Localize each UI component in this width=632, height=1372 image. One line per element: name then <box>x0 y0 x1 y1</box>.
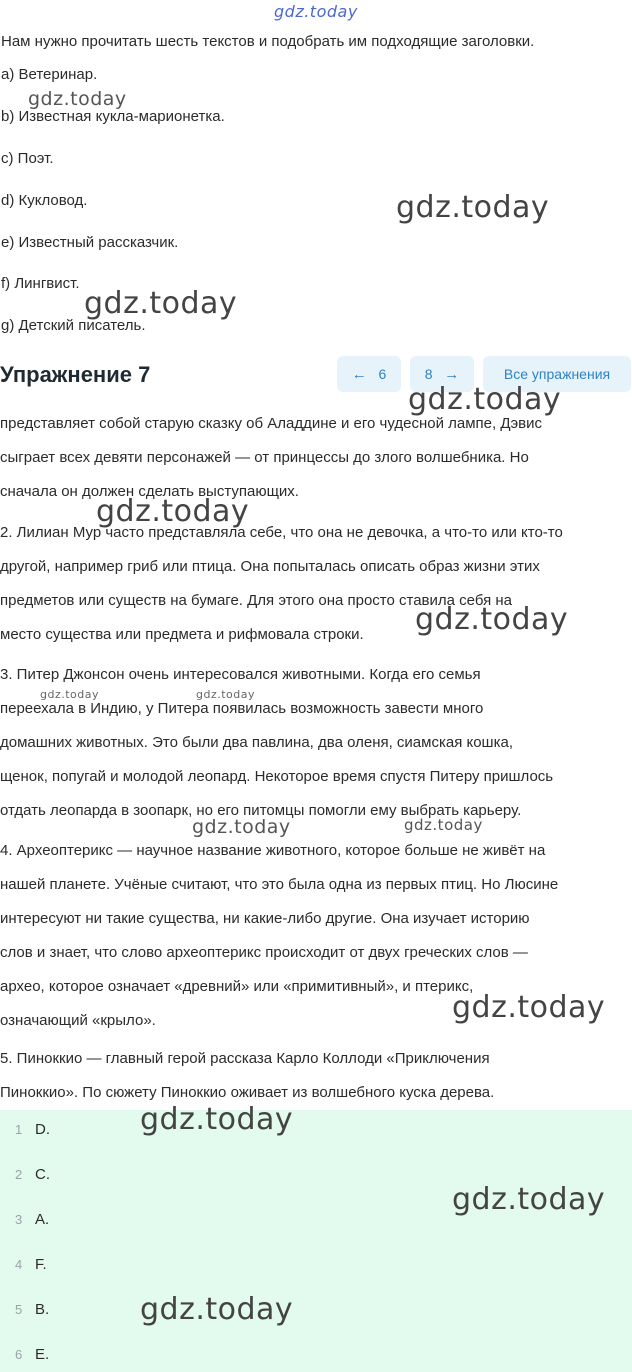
watermark: gdz.today <box>404 816 483 834</box>
paragraph-line: щенок, попугай и молодой леопард. Некоторое время спустя Питеру пришлось <box>0 768 554 785</box>
option-b: b) Известная кукла-марионетка. <box>1 108 225 125</box>
answer-value: A. <box>35 1211 50 1228</box>
watermark: gdz.today <box>196 688 256 701</box>
paragraph-line: 3. Питер Джонсон очень интересовался животными. Когда его семья <box>0 666 481 683</box>
next-exercise-label: 8 <box>424 366 433 382</box>
arrow-left-icon: ← <box>351 366 367 383</box>
answer-number: 3 <box>15 1212 23 1227</box>
answer-number: 1 <box>15 1122 23 1137</box>
answer-value: F. <box>35 1256 47 1273</box>
paragraph-line: 2. Лилиан Мур часто представляла себе, что она не девочка, а что-то или кто-то <box>0 524 563 541</box>
answer-value: B. <box>35 1301 50 1318</box>
paragraph-line: интересуют ни такие существа, ни какие-либо другие. Она изучает историю <box>0 910 530 927</box>
answer-value: D. <box>35 1121 50 1138</box>
watermark: gdz.today <box>396 190 550 225</box>
watermark: gdz.today <box>84 286 238 321</box>
watermark: gdz.today <box>140 1292 294 1327</box>
task-intro: Нам нужно прочитать шесть текстов и подобрать им подходящие заголовки. <box>1 33 535 50</box>
prev-exercise-label: 6 <box>378 366 387 382</box>
answer-number: 6 <box>15 1347 23 1362</box>
paragraph-line: 4. Археоптерикс — научное название животного, которое больше не живёт на <box>0 842 546 859</box>
watermark: gdz.today <box>415 602 569 637</box>
answers-panel <box>0 1110 632 1372</box>
paragraph-5 <box>0 1042 632 1110</box>
answer-number: 4 <box>15 1257 23 1272</box>
watermark: gdz.today <box>96 494 250 529</box>
watermark: gdz.today <box>192 816 291 838</box>
paragraph-line: слов и знает, что слово археоптерикс происходит от двух греческих слов — <box>0 944 528 961</box>
option-c: c) Поэт. <box>1 150 54 167</box>
option-e: e) Известный рассказчик. <box>1 234 179 251</box>
watermark: gdz.today <box>28 88 127 110</box>
watermark: gdz.today <box>40 688 100 701</box>
all-exercises-label: Все упражнения <box>503 366 611 382</box>
arrow-right-icon: → <box>444 366 460 383</box>
watermark: gdz.today <box>452 990 606 1025</box>
paragraph-line: сыграет всех девяти персонажей — от принцессы до злого волшебника. Но <box>0 449 529 466</box>
paragraph-line: сначала он должен сделать выступающих. <box>0 483 299 500</box>
paragraph-line: отдать леопарда в зоопарк, но его питомцы помогли ему выбрать карьеру. <box>0 802 522 819</box>
paragraph-line: 5. Пиноккио — главный герой рассказа Карло Коллоди «Приключения <box>0 1050 490 1067</box>
paragraph-line: место существа или предмета и рифмовала строки. <box>0 626 364 643</box>
option-a: a) Ветеринар. <box>1 66 98 83</box>
paragraph-line: домашних животных. Это были два павлина, два оленя, сиамская кошка, <box>0 734 513 751</box>
watermark: gdz.today <box>452 1182 606 1217</box>
paragraph-line: другой, например гриб или птица. Она попыталась описать образ жизни этих <box>0 558 540 575</box>
paragraph-line: нашей планете. Учёные считают, что это была одна из первых птиц. Но Люсине <box>0 876 559 893</box>
paragraph-line: означающий «крыло». <box>0 1012 156 1029</box>
watermark: gdz.today <box>408 382 562 417</box>
answer-number: 5 <box>15 1302 23 1317</box>
paragraph-3 <box>0 658 632 828</box>
watermark: gdz.today <box>140 1102 294 1137</box>
answer-value: C. <box>35 1166 50 1183</box>
paragraph-line: переехала в Индию, у Питера появилась возможность завести много <box>0 700 484 717</box>
option-d: d) Кукловод. <box>1 192 88 209</box>
paragraph-line: Пиноккио». По сюжету Пиноккио оживает из волшебного куска дерева. <box>0 1084 495 1101</box>
answer-value: E. <box>35 1346 50 1363</box>
paragraph-line: архео, которое означает «древний» или «примитивный», и птерикс, <box>0 978 474 995</box>
watermark-top: gdz.today <box>274 2 358 21</box>
paragraph-line: представляет собой старую сказку об Аладдине и его чудесной лампе, Дэвис <box>0 415 542 432</box>
answer-number: 2 <box>15 1167 23 1182</box>
paragraph-1 <box>0 407 632 509</box>
prev-exercise-button[interactable] <box>337 356 401 392</box>
paragraph-line: предметов или существ на бумаге. Для этого она просто ставила себя на <box>0 592 513 609</box>
exercise-title: Упражнение 7 <box>0 362 151 387</box>
option-f: f) Лингвист. <box>1 275 80 292</box>
option-g: g) Детский писатель. <box>1 317 146 334</box>
